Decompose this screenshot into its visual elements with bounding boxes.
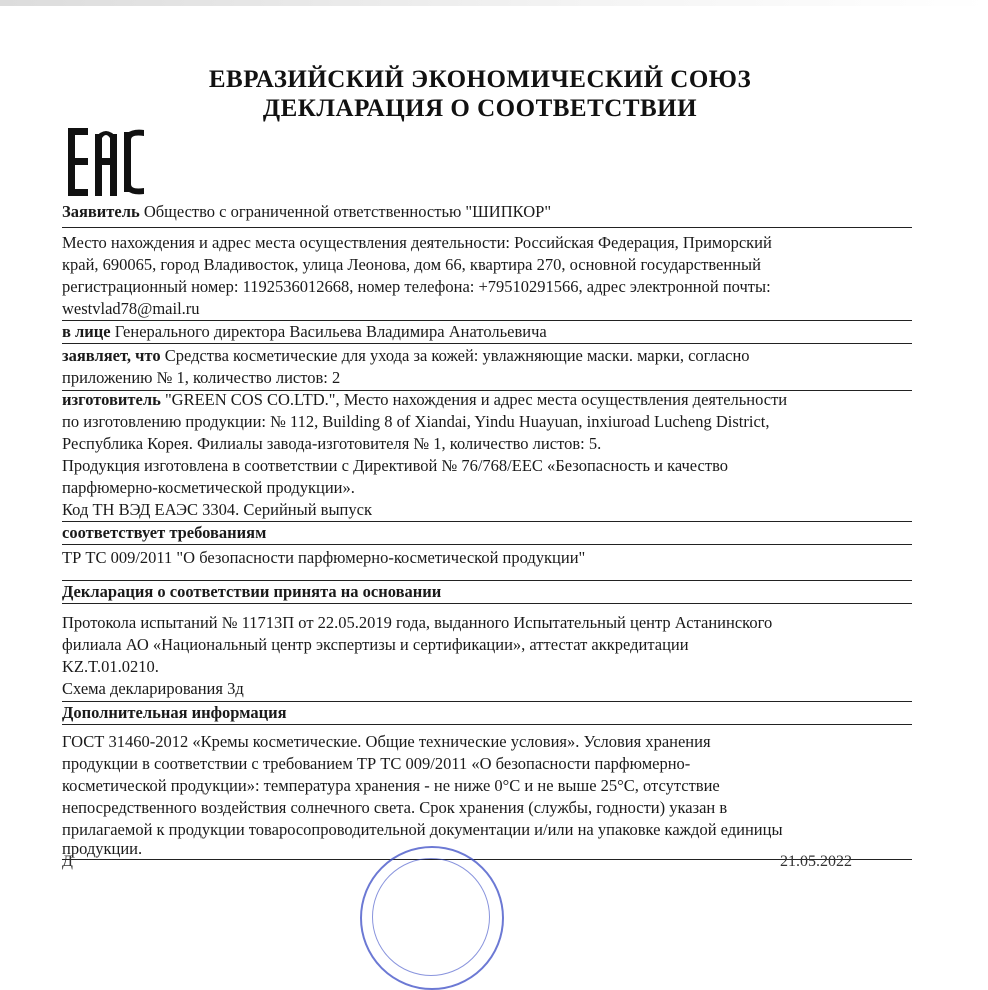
manufacturer-label: изготовитель [62, 390, 161, 409]
additional-line-3: косметической продукции»: температура хранения - не ниже 0°С и не выше 25°С, отсутствие [62, 776, 720, 795]
hs-code-line: Код ТН ВЭД ЕАЭС 3304. Серийный выпуск [62, 500, 372, 519]
additional-line-5: прилагаемой к продукции товаросопроводительной документации и/или на упаковке каждой единицы [62, 820, 783, 839]
scan-edge [0, 0, 988, 6]
declares-row [62, 345, 912, 367]
address-line-4: westvlad78@mail.ru [62, 299, 200, 318]
manufacturer-value: "GREEN COS CO.LTD.", Место нахождения и адрес места осуществления деятельности [160, 390, 788, 409]
document-title: ДЕКЛАРАЦИЯ О СООТВЕТСТВИИ [262, 95, 698, 122]
seal-stamp-inner-icon [372, 858, 490, 976]
union-title: ЕВРАЗИЙСКИЙ ЭКОНОМИЧЕСКИЙ СОЮЗ [208, 66, 752, 93]
manufacturer-line-4: Продукция изготовлена в соответствии с Директивой № 76/768/ЕЕС «Безопасность и качество [62, 456, 728, 475]
applicant-label: Заявитель [62, 202, 140, 221]
divider [62, 343, 912, 344]
complies-value: ТР ТС 009/2011 "О безопасности парфюмерно-косметической продукции" [62, 548, 586, 567]
manufacturer-line-2: по изготовлению продукции: № 112, Building 8 of Xiandai, Yindu Huayuan, inxiuroad Lucheng District, [62, 412, 770, 431]
divider [62, 724, 912, 725]
basis-heading: Декларация о соответствии принята на основании [62, 582, 442, 601]
applicant-value: Общество с ограниченной ответственностью "ШИПКОР" [139, 202, 552, 221]
basis-line-3: KZ.T.01.0210. [62, 657, 159, 676]
divider [62, 227, 912, 228]
additional-line-2: продукции в соответствии с требованием ТР ТС 009/2011 «О безопасности парфюмерно- [62, 754, 691, 773]
declares-value: Средства косметические для ухода за кожей: увлажняющие маски. марки, согласно [160, 346, 750, 365]
basis-line-1: Протокола испытаний № 11713П от 22.05.2019 года, выданного Испытательный центр Астанинского [62, 613, 773, 632]
basis-line-2: филиала АО «Национальный центр экспертизы и сертификации», аттестат аккредитации [62, 635, 689, 654]
additional-line-4: непосредственного воздействия солнечного света. Срок хранения (службы, годности) указан в [62, 798, 728, 817]
address-line-1: Место нахождения и адрес места осуществления деятельности: Российская Федерация, Приморский [62, 233, 772, 252]
declares-label: заявляет, что [62, 346, 161, 365]
manufacturer-line-5: парфюмерно-косметической продукции». [62, 478, 355, 497]
manufacturer-line-3: Республика Корея. Филиалы завода-изготовителя № 1, количество листов: 5. [62, 434, 602, 453]
footer-partial-text: Д [62, 853, 73, 870]
manufacturer-row [62, 389, 912, 411]
representative-value: Генерального директора Васильева Владимира Анатольевича [110, 322, 547, 341]
footer-partial-date: 21.05.2022 [780, 853, 852, 870]
additional-heading: Дополнительная информация [62, 703, 287, 722]
address-line-2: край, 690065, город Владивосток, улица Леонова, дом 66, квартира 270, основной государственный [62, 255, 761, 274]
divider [62, 544, 912, 545]
scheme-line: Схема декларирования 3д [62, 679, 244, 698]
complies-heading: соответствует требованиям [62, 523, 267, 542]
applicant-row [62, 201, 912, 223]
representative-row [62, 321, 912, 343]
representative-label: в лице [62, 322, 111, 341]
additional-line-1: ГОСТ 31460-2012 «Кремы косметические. Общие технические условия». Условия хранения [62, 732, 711, 751]
additional-line-6: продукции. [62, 839, 143, 858]
divider [62, 603, 912, 604]
declares-line-2: приложению № 1, количество листов: 2 [62, 368, 341, 387]
address-line-3: регистрационный номер: 1192536012668, номер телефона: +79510291566, адрес электронной почты: [62, 277, 771, 296]
eac-logo-icon [68, 128, 144, 196]
